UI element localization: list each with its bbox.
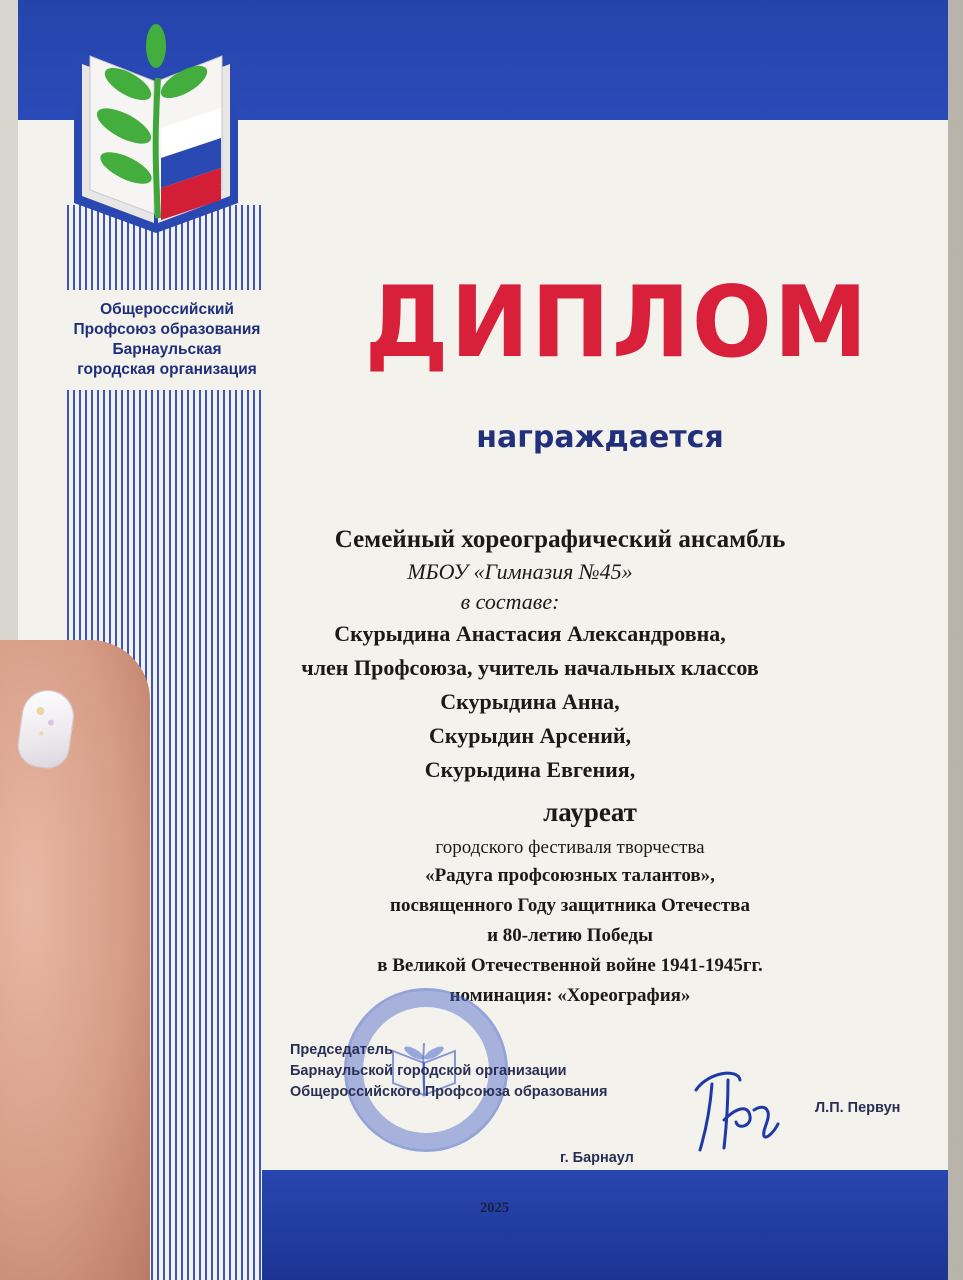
award-line: посвященного Году защитника Отечества — [390, 895, 750, 916]
organization-line: городская организация — [77, 361, 257, 378]
school-name: МБОУ «Гимназия №45» — [407, 559, 633, 584]
organization-line: Общероссийский — [100, 301, 234, 318]
year-label: 2025 — [480, 1200, 509, 1216]
union-logo-icon — [66, 18, 246, 243]
signatory-line: Барнаульской городской организации — [290, 1063, 567, 1079]
award-line: и 80-летию Победы — [487, 925, 653, 946]
organization-line: Барнаульская — [112, 341, 222, 358]
signatory-position — [290, 1040, 608, 1103]
award-line: в Великой Отечественной войне 1941-1945гг. — [377, 955, 763, 976]
award-status: лауреат — [543, 797, 637, 827]
member-line: член Профсоюза, учитель начальных классов — [301, 655, 759, 680]
ensemble-name: Семейный хореографический ансамбль — [334, 526, 786, 553]
member-line: Скурыдина Анна, — [440, 689, 620, 714]
signatory-name: Л.П. Первун — [815, 1100, 901, 1116]
organization-name — [62, 300, 272, 380]
award-line: номинация: «Хореография» — [449, 985, 691, 1006]
diploma-title: ДИПЛОМ — [364, 266, 870, 380]
organization-line: Профсоюз образования — [73, 321, 261, 338]
signatory-line: Общероссийского Профсоюза образования — [290, 1084, 608, 1100]
award-line: «Радуга профсоюзных талантов», — [425, 865, 715, 886]
award-line: городского фестиваля творчества — [435, 837, 705, 858]
member-line: Скурыдина Анастасия Александровна, — [334, 621, 726, 646]
composition-label: в составе: — [460, 589, 560, 614]
city-label: г. Барнаул — [560, 1150, 634, 1166]
signatory-line: Председатель — [290, 1042, 394, 1058]
member-line: Скурыдина Евгения, — [424, 757, 636, 782]
diploma-body — [230, 523, 890, 1011]
member-line: Скурыдин Арсений, — [428, 723, 632, 748]
awarded-label: награждается — [476, 420, 724, 455]
handwritten-signature — [678, 1050, 788, 1160]
